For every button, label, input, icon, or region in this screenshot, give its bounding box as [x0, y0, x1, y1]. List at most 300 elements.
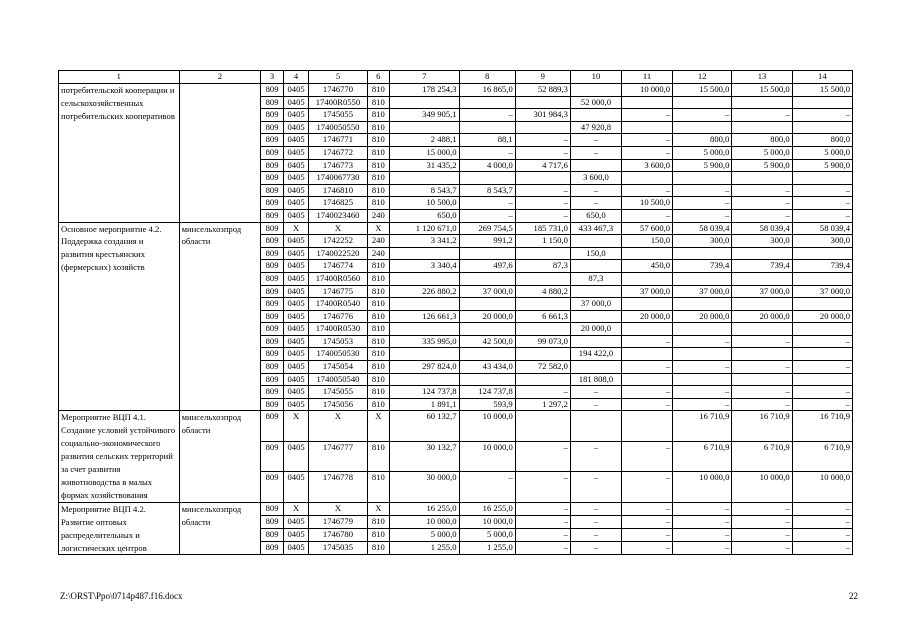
table-cell [515, 96, 570, 109]
table-cell: 2 488,1 [390, 134, 459, 147]
table-cell: – [732, 209, 792, 222]
table-cell: Х [283, 411, 309, 441]
table-cell: 450,0 [622, 260, 673, 273]
table-cell: 194 422,0 [570, 348, 621, 361]
table-cell: 0405 [283, 260, 309, 273]
table-cell: 1740050540 [309, 373, 367, 386]
table-cell: – [515, 386, 570, 399]
table-cell: – [570, 502, 621, 515]
table-cell: 809 [261, 310, 283, 323]
table-cell: 8 543,7 [459, 184, 515, 197]
table-cell: – [622, 209, 673, 222]
table-cell: 10 000,0 [673, 472, 732, 502]
table-cell: 37 000,0 [459, 285, 515, 298]
table-cell: 37 000,0 [673, 285, 732, 298]
table-cell [459, 373, 515, 386]
table-cell: 1746779 [309, 515, 367, 528]
table-cell: 0405 [283, 109, 309, 122]
table-cell: 58 039,4 [792, 222, 852, 235]
table-cell: 650,0 [570, 209, 621, 222]
table-cell: 5 900,0 [673, 159, 732, 172]
table-cell: 809 [261, 247, 283, 260]
page-number: 22 [849, 591, 858, 601]
table-cell: 6 661,3 [515, 310, 570, 323]
table-cell [622, 121, 673, 134]
table-cell: 810 [367, 472, 389, 502]
table-cell [673, 172, 732, 185]
column-number: 5 [309, 71, 367, 84]
table-cell: 810 [367, 134, 389, 147]
table-cell [673, 323, 732, 336]
table-cell [515, 373, 570, 386]
table-cell: 809 [261, 335, 283, 348]
table-cell: – [570, 197, 621, 210]
table-cell: 300,0 [792, 235, 852, 248]
table-cell: 4 000,0 [459, 159, 515, 172]
table-cell [459, 96, 515, 109]
table-cell: 809 [261, 260, 283, 273]
table-cell: 1740023460 [309, 209, 367, 222]
table-cell: 37 000,0 [622, 285, 673, 298]
table-cell: 10 000,0 [459, 411, 515, 441]
table-cell: 809 [261, 84, 283, 97]
table-cell: 810 [367, 84, 389, 97]
table-cell: 10 000,0 [792, 472, 852, 502]
table-cell: 52 000,0 [570, 96, 621, 109]
table-cell: 809 [261, 109, 283, 122]
table-cell: – [792, 184, 852, 197]
table-cell: 126 661,3 [390, 310, 459, 323]
table-row [59, 84, 853, 97]
table-cell: 0405 [283, 172, 309, 185]
table-cell [515, 121, 570, 134]
table-cell [390, 96, 459, 109]
table-cell: 1 255,0 [390, 542, 459, 555]
table-cell: 0405 [283, 472, 309, 502]
table-cell: – [622, 109, 673, 122]
executor: минсельхозпрод области [179, 411, 261, 502]
table-cell: 0405 [283, 398, 309, 411]
table-cell: 810 [367, 529, 389, 542]
table-cell: 37 000,0 [792, 285, 852, 298]
table-cell: – [673, 502, 732, 515]
table-cell: 269 754,5 [459, 222, 515, 235]
table-cell: 15 500,0 [732, 84, 792, 97]
table-cell: 0405 [283, 134, 309, 147]
table-row [59, 222, 853, 235]
column-number: 9 [515, 71, 570, 84]
table-cell: 0405 [283, 361, 309, 374]
table-cell: 739,4 [792, 260, 852, 273]
table-cell [622, 172, 673, 185]
table-cell [732, 298, 792, 311]
measure-name: потребительской кооперации и сельскохозяйственных потребительских кооперативов [59, 84, 180, 223]
table-cell: 5 000,0 [459, 529, 515, 542]
table-cell: – [792, 398, 852, 411]
table-cell [792, 96, 852, 109]
table-cell: 4 717,6 [515, 159, 570, 172]
table-cell [622, 272, 673, 285]
table-cell: – [792, 515, 852, 528]
table-cell: 809 [261, 159, 283, 172]
table-cell: 5 000,0 [390, 529, 459, 542]
table-cell: 16 255,0 [459, 502, 515, 515]
table-cell: – [673, 335, 732, 348]
table-cell: 809 [261, 361, 283, 374]
table-cell: – [459, 109, 515, 122]
table-cell: Х [309, 222, 367, 235]
table-cell [732, 121, 792, 134]
table-cell: 17400R0530 [309, 323, 367, 336]
table-cell: 31 435,2 [390, 159, 459, 172]
table-cell: Х [367, 222, 389, 235]
table-cell: 88,1 [459, 134, 515, 147]
table-cell: 1746825 [309, 197, 367, 210]
table-cell: 809 [261, 272, 283, 285]
table-cell: 37 000,0 [570, 298, 621, 311]
table-cell: 1 891,1 [390, 398, 459, 411]
table-cell: 1746780 [309, 529, 367, 542]
table-cell: 1746773 [309, 159, 367, 172]
table-cell: 809 [261, 134, 283, 147]
table-cell [390, 323, 459, 336]
column-number: 12 [673, 71, 732, 84]
table-cell [459, 323, 515, 336]
table-cell: 0405 [283, 197, 309, 210]
table-cell: – [792, 502, 852, 515]
table-cell: 10 000,0 [459, 441, 515, 471]
table-cell: 0405 [283, 529, 309, 542]
table-cell: 809 [261, 386, 283, 399]
table-cell [673, 298, 732, 311]
table-cell: 809 [261, 285, 283, 298]
table-cell: 810 [367, 285, 389, 298]
table-cell: 3 600,0 [570, 172, 621, 185]
table-cell [570, 159, 621, 172]
table-cell: – [515, 515, 570, 528]
table-cell: 809 [261, 411, 283, 441]
table-cell: 810 [367, 272, 389, 285]
table-cell: – [732, 184, 792, 197]
table-cell: 809 [261, 121, 283, 134]
measure-name: Мероприятие ВЦП 4.1. Создание условий устойчивого социально-экономического развития сельских территорий за счет развития животноводства в малых формах хозяйствования [59, 411, 180, 502]
column-number-row [59, 71, 853, 84]
table-cell [570, 235, 621, 248]
table-cell: 0405 [283, 247, 309, 260]
table-cell [732, 172, 792, 185]
table-cell: 20 000,0 [459, 310, 515, 323]
column-number: 11 [622, 71, 673, 84]
table-cell: 810 [367, 386, 389, 399]
table-cell: 150,0 [622, 235, 673, 248]
table-cell: – [732, 386, 792, 399]
column-number: 6 [367, 71, 389, 84]
table-cell: 10 000,0 [732, 472, 792, 502]
table-cell: 0405 [283, 323, 309, 336]
table-cell: 1745055 [309, 109, 367, 122]
table-cell [622, 348, 673, 361]
table-cell [732, 373, 792, 386]
table-cell: 0405 [283, 441, 309, 471]
table-cell [792, 172, 852, 185]
table-cell: 800,0 [792, 134, 852, 147]
table-cell [570, 335, 621, 348]
table-cell [792, 272, 852, 285]
table-cell: 1746772 [309, 146, 367, 159]
table-cell [622, 411, 673, 441]
table-cell [459, 172, 515, 185]
column-number: 1 [59, 71, 180, 84]
table-cell: – [515, 134, 570, 147]
table-cell: 800,0 [732, 134, 792, 147]
table-cell: 58 039,4 [732, 222, 792, 235]
table-cell: 20 000,0 [732, 310, 792, 323]
table-cell: – [570, 386, 621, 399]
table-cell: 809 [261, 542, 283, 555]
table-cell: 0405 [283, 235, 309, 248]
table-cell: 810 [367, 310, 389, 323]
executor [179, 84, 261, 223]
table-cell [792, 247, 852, 260]
table-cell: 1745054 [309, 361, 367, 374]
table-cell [622, 96, 673, 109]
table-cell: 8 543,7 [390, 184, 459, 197]
table-cell: 300,0 [732, 235, 792, 248]
table-cell: 810 [367, 146, 389, 159]
executor: минсельхозпрод области [179, 222, 261, 411]
table-cell: 16 710,9 [732, 411, 792, 441]
table-cell: 10 000,0 [459, 515, 515, 528]
table-cell: – [732, 502, 792, 515]
table-cell: 809 [261, 172, 283, 185]
table-cell: 810 [367, 260, 389, 273]
column-number: 10 [570, 71, 621, 84]
table-cell: 809 [261, 197, 283, 210]
table-cell: – [570, 542, 621, 555]
table-cell: – [515, 441, 570, 471]
table-cell: 0405 [283, 515, 309, 528]
table-cell: 178 254,3 [390, 84, 459, 97]
table-cell: – [459, 472, 515, 502]
table-row [59, 502, 853, 515]
column-number: 3 [261, 71, 283, 84]
table-cell: 15 000,0 [390, 146, 459, 159]
table-cell [390, 172, 459, 185]
table-cell: 3 600,0 [622, 159, 673, 172]
table-cell: 20 000,0 [792, 310, 852, 323]
table-cell: – [459, 209, 515, 222]
table-cell [390, 247, 459, 260]
table-cell: 47 920,8 [570, 121, 621, 134]
table-cell: 0405 [283, 209, 309, 222]
table-cell: – [570, 472, 621, 502]
table-cell: 0405 [283, 386, 309, 399]
budget-table [58, 70, 853, 555]
table-cell: 240 [367, 235, 389, 248]
table-cell: 87,3 [570, 272, 621, 285]
table-cell: 809 [261, 398, 283, 411]
table-cell [732, 247, 792, 260]
table-cell [673, 272, 732, 285]
table-cell: 1 150,0 [515, 235, 570, 248]
table-cell [515, 272, 570, 285]
table-cell [459, 298, 515, 311]
table-cell: 30 000,0 [390, 472, 459, 502]
table-cell [570, 411, 621, 441]
table-cell: 1740022520 [309, 247, 367, 260]
table-cell: – [459, 146, 515, 159]
table-cell: 739,4 [732, 260, 792, 273]
table-cell: 4 880,2 [515, 285, 570, 298]
table-cell: 43 434,0 [459, 361, 515, 374]
table-cell [622, 247, 673, 260]
table-cell: 0405 [283, 84, 309, 97]
table-cell: Х [367, 502, 389, 515]
table-cell: – [792, 361, 852, 374]
table-cell: Х [367, 411, 389, 441]
table-cell: 810 [367, 398, 389, 411]
table-cell: 20 000,0 [570, 323, 621, 336]
table-cell [792, 373, 852, 386]
measure-name: Основное мероприятие 4.2. Поддержка создания и развития крестьянских (фермерских) хозяйств [59, 222, 180, 411]
table-cell: 1746776 [309, 310, 367, 323]
table-cell [570, 361, 621, 374]
table-cell: 810 [367, 184, 389, 197]
table-cell [459, 348, 515, 361]
table-cell: 42 500,0 [459, 335, 515, 348]
table-cell: 810 [367, 348, 389, 361]
table-cell [570, 310, 621, 323]
table-cell: – [515, 209, 570, 222]
table-cell: 810 [367, 172, 389, 185]
table-cell [390, 373, 459, 386]
table-cell: 809 [261, 222, 283, 235]
column-number: 4 [283, 71, 309, 84]
table-cell: 1740067730 [309, 172, 367, 185]
table-cell: 150,0 [570, 247, 621, 260]
table-cell: 335 995,0 [390, 335, 459, 348]
table-cell: 1745035 [309, 542, 367, 555]
table-cell: – [622, 335, 673, 348]
table-cell: 5 000,0 [673, 146, 732, 159]
table-cell: – [622, 472, 673, 502]
table-cell [673, 121, 732, 134]
table-cell: 10 000,0 [390, 515, 459, 528]
table-cell: – [622, 441, 673, 471]
table-cell: 809 [261, 373, 283, 386]
table-cell: – [622, 529, 673, 542]
table-cell [732, 96, 792, 109]
table-cell [570, 109, 621, 122]
table-cell: – [792, 209, 852, 222]
table-cell: 1745056 [309, 398, 367, 411]
table-cell: – [732, 542, 792, 555]
table-cell: 5 900,0 [792, 159, 852, 172]
table-cell: 17400R0540 [309, 298, 367, 311]
table-cell: – [673, 386, 732, 399]
table-cell: – [732, 335, 792, 348]
table-cell: – [673, 197, 732, 210]
table-cell: 809 [261, 441, 283, 471]
table-cell: 6 710,9 [673, 441, 732, 471]
table-cell: 810 [367, 323, 389, 336]
measure-name: Мероприятие ВЦП 4.2. Развитие оптовых распределительных и логистических центров [59, 502, 180, 555]
table-cell: 5 900,0 [732, 159, 792, 172]
table-cell: – [515, 184, 570, 197]
table-cell [792, 121, 852, 134]
table-cell: 810 [367, 441, 389, 471]
table-cell: – [732, 515, 792, 528]
table-cell [390, 298, 459, 311]
table-cell: Х [283, 222, 309, 235]
table-cell: – [732, 398, 792, 411]
table-cell: 809 [261, 323, 283, 336]
table-cell: – [570, 529, 621, 542]
table-cell: 3 340,4 [390, 260, 459, 273]
table-cell [792, 348, 852, 361]
table-cell [732, 348, 792, 361]
table-cell: 809 [261, 529, 283, 542]
table-cell: 433 467,3 [570, 222, 621, 235]
table-cell: Х [283, 502, 309, 515]
table-cell: 1746770 [309, 84, 367, 97]
table-cell: 0405 [283, 542, 309, 555]
table-cell: 16 710,9 [673, 411, 732, 441]
table-cell [732, 272, 792, 285]
table-cell: 1746774 [309, 260, 367, 273]
column-number: 14 [792, 71, 852, 84]
table-cell: – [570, 398, 621, 411]
table-cell: 810 [367, 121, 389, 134]
table-cell [570, 260, 621, 273]
executor: минсельхозпрод области [179, 502, 261, 555]
table-cell: 1740050550 [309, 121, 367, 134]
table-cell: 124 737,8 [390, 386, 459, 399]
table-cell [390, 272, 459, 285]
table-cell: 124 737,8 [459, 386, 515, 399]
table-cell [792, 298, 852, 311]
footer-file-path: Z:\ORST\Ppo\0714p487.f16.docx [60, 591, 183, 601]
table-cell: 800,0 [673, 134, 732, 147]
table-cell: 17400R0550 [309, 96, 367, 109]
table-cell: 16 255,0 [390, 502, 459, 515]
table-cell [622, 373, 673, 386]
table-cell: – [673, 529, 732, 542]
table-cell [390, 348, 459, 361]
table-cell: 3 341,2 [390, 235, 459, 248]
table-cell: – [732, 197, 792, 210]
table-cell: – [515, 529, 570, 542]
table-cell: – [515, 472, 570, 502]
table-cell: 810 [367, 335, 389, 348]
table-cell: 17400R0560 [309, 272, 367, 285]
table-cell: 0405 [283, 272, 309, 285]
table-cell: 301 984,3 [515, 109, 570, 122]
column-number: 8 [459, 71, 515, 84]
table-cell: 240 [367, 209, 389, 222]
table-cell: – [622, 542, 673, 555]
table-cell: 1 297,2 [515, 398, 570, 411]
table-cell: 809 [261, 96, 283, 109]
table-cell: 5 000,0 [732, 146, 792, 159]
table-cell: 810 [367, 197, 389, 210]
table-cell: 1746810 [309, 184, 367, 197]
table-cell: 185 731,0 [515, 222, 570, 235]
table-cell [673, 348, 732, 361]
column-number: 13 [732, 71, 792, 84]
table-cell: 6 710,9 [732, 441, 792, 471]
table-cell: – [515, 542, 570, 555]
